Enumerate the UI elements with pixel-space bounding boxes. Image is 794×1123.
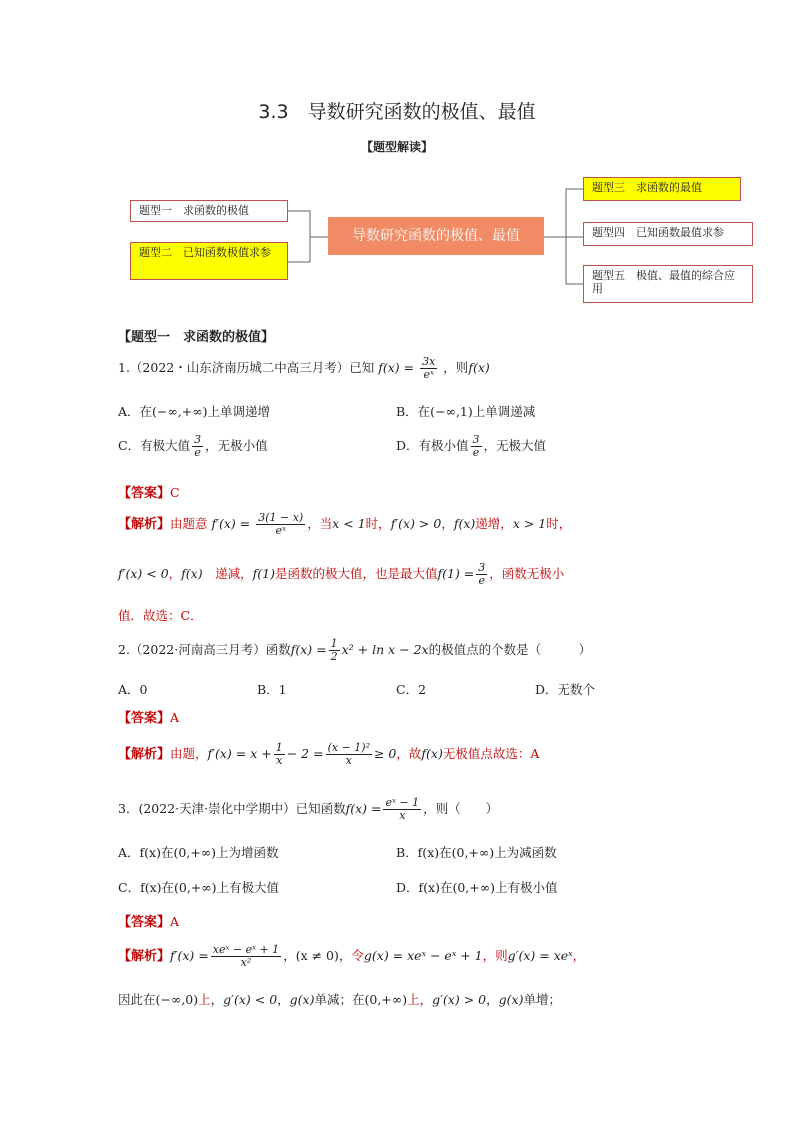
question-1-answer: 【答案】C: [118, 485, 180, 501]
mindmap-node-type4: 题型四 已知函数最值求参: [583, 222, 753, 246]
question-2-stem: 2.（2022·河南高三月考）函数f(x) = $\frac{1}{2}$ x² + ln x − 2x的极值点的个数是（ ）: [118, 637, 592, 663]
question-2-answer: 【答案】A: [118, 710, 180, 726]
question-2-option-b: B．1: [257, 682, 287, 697]
question-2-option-d: D．无数个: [535, 682, 596, 697]
question-2-option-c: C．2: [396, 682, 427, 697]
question-1-option-d: D．有极小值 $\frac{3}{e}$ ，无极大值: [396, 433, 547, 459]
question-3-answer: 【答案】A: [118, 914, 180, 930]
mindmap-node-type3: 题型三 求函数的最值: [583, 177, 741, 201]
page-subtitle: 【题型解读】: [360, 140, 433, 154]
section-heading: 【题型一 求函数的极值】: [118, 330, 275, 345]
question-3-stem: 3．(2022·天津·崇化中学期中）已知函数f(x) = $\frac{\text{eˣ − 1}}{x}$ ，则（ ）: [118, 796, 499, 822]
question-3-option-b: B．f(x)在(0,+∞)上为减函数: [396, 845, 557, 860]
question-2-analysis: 【解析】由题，f′(x) = x + $\frac{1}{x}$ − 2 = $\frac{\text{(x − 1)²}}{x}$ ≥ 0，故f(x)无极值点故选：A: [118, 741, 540, 767]
question-3-analysis-line-2: 因此在(−∞,0)上，g′(x) < 0，g(x)单减；在(0,+∞)上，g′(x) > 0，g(x)单增；: [118, 992, 561, 1007]
mindmap-node-type5: 题型五 极值、最值的综合应用: [583, 265, 753, 303]
page-title: 3.3 导数研究函数的极值、最值: [258, 101, 536, 123]
mindmap-node-type1: 题型一 求函数的极值: [130, 200, 288, 222]
question-1-analysis-line-1: 【解析】由题意 f′(x) = $\frac{3(1 - x)}{\text{eˣ}}$ ，当x < 1时，f′(x) > 0，f(x)递增，x > 1时，: [118, 511, 572, 537]
question-3-option-d: D．f(x)在(0,+∞)上有极小值: [396, 880, 558, 895]
question-1-stem: 1.（2022・山东济南历城二中高三月考）已知 f(x) = $\frac{3x}{\text{eˣ}}$ ，则f(x): [118, 355, 490, 381]
question-3-analysis-line-1: 【解析】f′(x) = $\frac{\text{xeˣ − eˣ + 1}}{\text{x²}}$ ，(x ≠ 0)，令g(x) = xeˣ − eˣ + 1，则g′(x) = xeˣ，: [118, 943, 586, 969]
question-1-option-b: B．在(−∞,1)上单调递减: [396, 404, 536, 419]
question-1-analysis-line-2: f′(x) < 0，f(x) 递减，f(1)是函数的极大值，也是最大值f(1) = $\frac{3}{e}$ ，函数无极小: [118, 561, 565, 587]
question-3-option-a: A．f(x)在(0,+∞)上为增函数: [118, 845, 279, 860]
question-2-option-a: A．0: [118, 682, 148, 697]
mindmap-center-node: 导数研究函数的极值、最值: [328, 217, 544, 255]
question-3-option-c: C．f(x)在(0,+∞)上有极大值: [118, 880, 280, 895]
question-1-analysis-line-3: 值．故选：C．: [118, 608, 203, 623]
question-1-option-a: A．在(−∞,+∞)上单调递增: [118, 404, 271, 419]
mindmap-node-type2: 题型二 已知函数极值求参: [130, 242, 288, 280]
question-1-option-c: C．有极大值 $\frac{3}{e}$ ，无极小值: [118, 433, 268, 459]
